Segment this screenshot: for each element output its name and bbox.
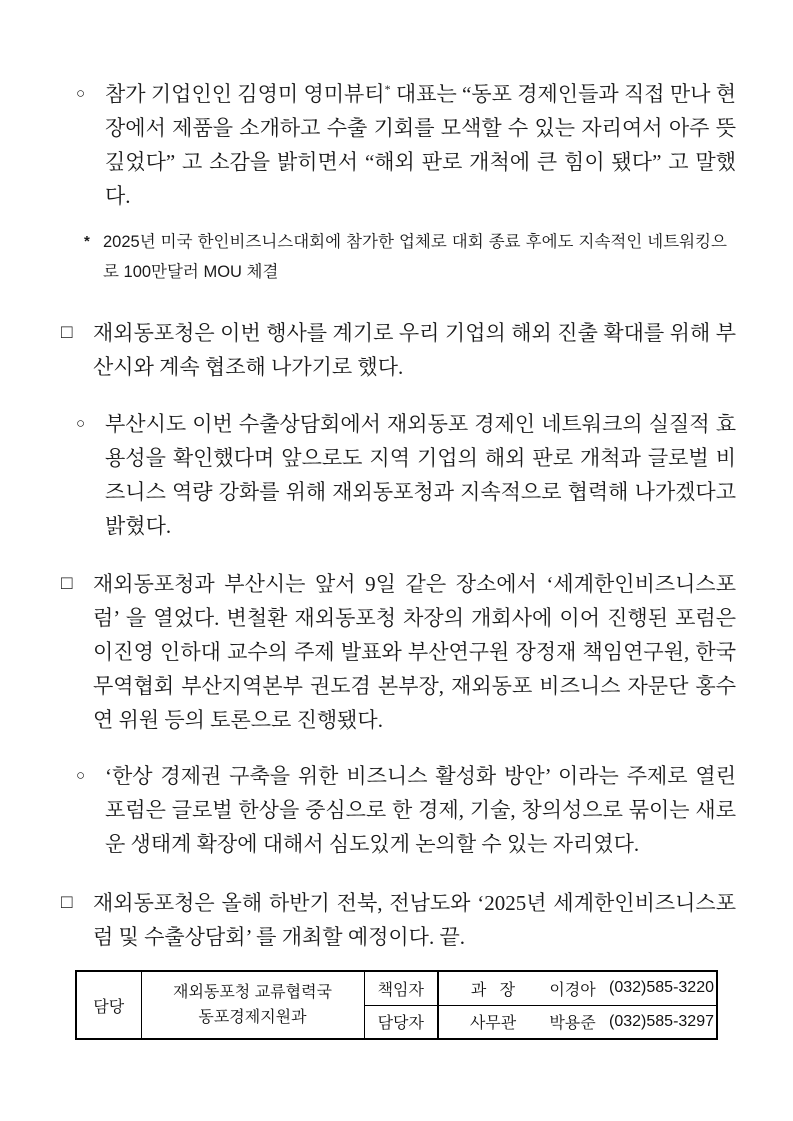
contact-department-cell <box>141 971 364 1039</box>
paragraph-text: 재외동포청은 올해 하반기 전북, 전남도와 ‘2025년 세계한인비즈니스포럼 및 수출상담회’ 를 개최할 예정이다. 끝. <box>93 891 736 949</box>
staff-phone: (032)585-3297 <box>609 1012 714 1030</box>
contact-row-label-staff: 담당자 <box>364 1005 438 1039</box>
contact-manager-info <box>439 977 716 1000</box>
paragraph-text: ‘한상 경제권 구축을 위한 비즈니스 활성화 방안’ 이라는 주제로 열린 포럼은 글로벌 한상을 중심으로 한 경제, 기술, 창의성으로 묶이는 새로운 생태계 확장에 대해서 심도있게 논의할 수 있는 자리였다. <box>105 764 736 856</box>
department-line1: 재외동포청 교류협력국 <box>172 984 332 1001</box>
paragraph-forum-theme <box>76 759 736 861</box>
department-line2: 동포경제지원과 <box>198 1009 307 1026</box>
paragraph-future-plan <box>61 886 736 954</box>
manager-title: 과 장 <box>470 981 516 999</box>
paragraph-business-forum <box>61 567 736 737</box>
footnote <box>84 227 727 287</box>
circle-bullet-icon: ○ <box>76 768 86 784</box>
paragraph-text: 재외동포청은 이번 행사를 계기로 우리 기업의 해외 진출 확대를 위해 부산시와 계속 협조해 나가기로 했다. <box>93 321 736 379</box>
manager-phone: (032)585-3220 <box>609 979 714 997</box>
square-bullet-icon: □ <box>61 573 73 594</box>
footnote-text: 2025년 미국 한인비즈니스대회에 참가한 업체로 대회 종료 후에도 지속적인 네트워킹으로 100만달러 MOU 체결 <box>103 233 727 281</box>
circle-bullet-icon: ○ <box>76 86 86 102</box>
paragraph-quote-kim-youngmi <box>76 77 736 213</box>
paragraph-text: 부산시도 이번 수출상담회에서 재외동포 경제인 네트워크의 실질적 효용성을 확인했다며 앞으로도 지역 기업의 해외 판로 개척과 글로벌 비즈니스 역량 강화를 위해 재외동포청과 지속적으로 협력해 나가겠다고 밝혔다. <box>105 412 736 538</box>
contact-row-label-manager: 책임자 <box>364 971 438 1005</box>
contact-role-label-cell: 담당 <box>76 971 141 1039</box>
square-bullet-icon: □ <box>61 322 73 343</box>
footnote-asterisk-icon: * <box>84 233 90 250</box>
staff-title: 사무관 <box>469 1015 517 1033</box>
paragraph-text-after-footnote-ref: 대표는 “동포 경제인들과 직접 만나 현장에서 제품을 소개하고 수출 기회를 모색할 수 있는 자리여서 아주 뜻깊었다” 고 소감을 밝히면서 “해외 판로 개척에 큰 힘이 됐다” 고 말했다. <box>105 82 736 208</box>
manager-name: 이경아 <box>549 981 596 999</box>
paragraph-text-before-footnote-ref: 참가 기업인인 김영미 영미뷰티 <box>105 82 385 106</box>
contact-table <box>75 970 718 1040</box>
contact-manager-cell <box>438 971 717 1005</box>
paragraph-busan-response <box>76 407 736 543</box>
paragraph-text: 재외동포청과 부산시는 앞서 9일 같은 장소에서 ‘세계한인비즈니스포럼’ 을 열었다. 변철환 재외동포청 차장의 개회사에 이어 진행된 포럼은 이진영 인하대 교수의 주제 발표와 부산연구원 장정재 책임연구원, 한국무역협회 부산지역본부 권도겸 본부장, 재외동포 비즈니스 자문단 홍수연 위원 등의 토론으로 진행됐다. <box>93 572 736 732</box>
table-row <box>76 971 717 1005</box>
paragraph-cooperation-with-busan <box>61 316 736 384</box>
circle-bullet-icon: ○ <box>76 416 86 432</box>
contact-staff-cell <box>438 1005 717 1039</box>
square-bullet-icon: □ <box>61 892 73 913</box>
staff-name: 박용준 <box>549 1015 596 1033</box>
footnote-reference-asterisk: * <box>384 82 391 96</box>
paragraph-text <box>105 77 736 213</box>
contact-staff-info <box>439 1010 716 1033</box>
